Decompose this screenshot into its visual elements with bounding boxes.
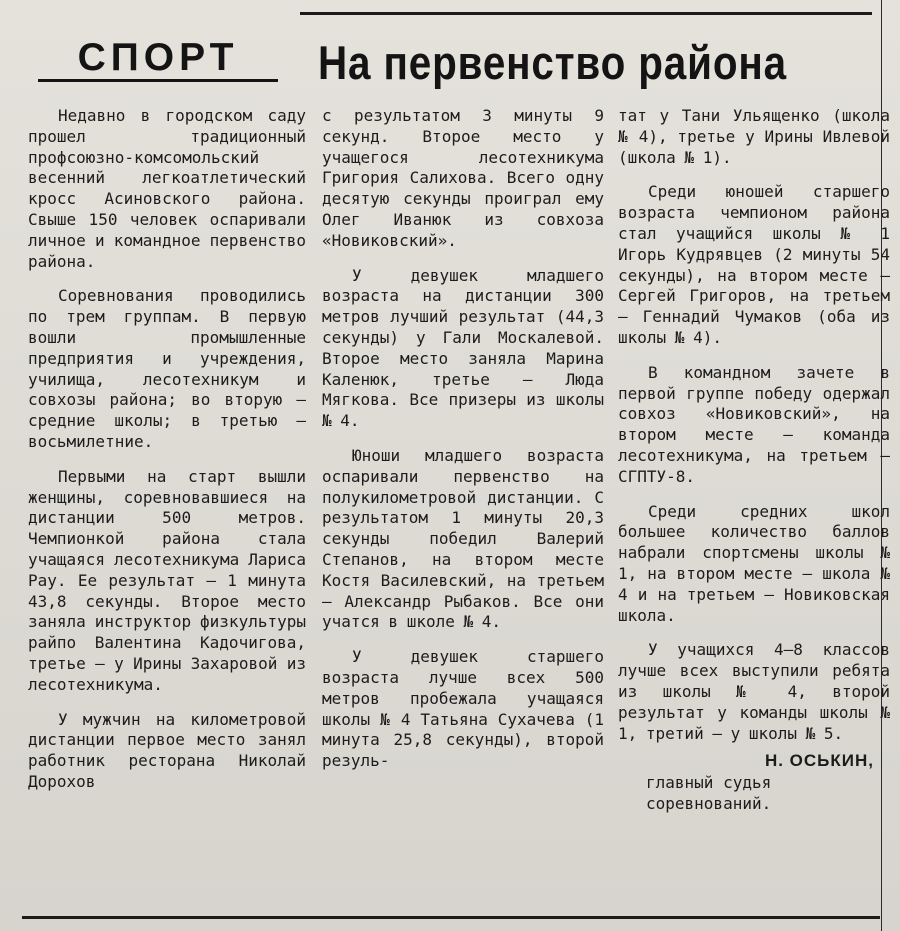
- author-name: Н. ОСЬКИН,: [764, 751, 874, 771]
- paragraph: тат у Тани Ульященко (школа № 4), третье у Ирины Ивлевой (школа № 1).: [618, 106, 890, 167]
- paragraph: У учащихся 4—8 классов лучше всех выступили ребята из школы № 4, второй результат у команды школы № 1, третий — у школы № 5.: [618, 640, 890, 743]
- author-role: главный судья соревнований.: [646, 773, 772, 814]
- section-label: [38, 30, 278, 86]
- article-column-3: [618, 106, 890, 814]
- paragraph: Среди средних школ большее количество баллов набрали спортсмены школы № 1, на втором месте — школа № 4 и на третьем — Новиковская школа.: [618, 501, 890, 625]
- section-label-underline: [38, 79, 278, 82]
- section-label-text: СПОРТ: [77, 36, 239, 79]
- paragraph: с результатом 3 минуты 9 секунд. Второе место у учащегося лесотехникума Григория Салихова. Всего одну десятую секунды проиграл ему Олег Иванюк из совхоза «Новиковский».: [322, 106, 604, 250]
- top-rule: [300, 12, 872, 15]
- article-column-2: [322, 106, 604, 786]
- paragraph: У девушек старшего возраста лучше всех 500 метров пробежала учащаяся школы № 4 Татьяна Сухачева (1 минута 25,8 секунды), второй резуль-: [322, 647, 604, 771]
- paragraph: Юноши младшего возраста оспаривали первенство на полукилометровой дистанции. С результатом 1 минуты 20,3 секунды победил Валерий Степанов, на втором месте Костя Василевский, на третьем — Александр Рыбаков. Все они учатся в школе № 4.: [322, 445, 604, 632]
- signature-block: [618, 750, 890, 814]
- article-headline: На первенство района: [318, 36, 788, 89]
- article-column-1: [28, 106, 306, 807]
- bottom-rule: [22, 916, 880, 919]
- paragraph: Первыми на старт вышли женщины, соревновавшиеся на дистанции 500 метров. Чемпионкой района стала учащаяся лесотехникума Лариса Рау. Ее результат — 1 минута 43,8 секунды. Второе место заняла инструктор физкультуры райпо Валентина Кадочигова, третье — у Ирины Захаровой из лесотехникума.: [28, 466, 306, 694]
- paragraph: Среди юношей старшего возраста чемпионом района стал учащийся школы № 1 Игорь Кудрявцев (2 минуты 54 секунды), на втором месте — Сергей Григоров, на третьем — Геннадий Чумаков (оба из школы № 4).: [618, 182, 890, 347]
- paragraph: В командном зачете в первой группе победу одержал совхоз «Новиковский», на втором месте — команда лесотехникума, на третьем — СГПТУ-8.: [618, 362, 890, 486]
- paragraph: Соревнования проводились по трем группам. В первую вошли промышленные предприятия и учреждения, училища, лесотехникум и совхозы района; во вторую — средние школы; в третью — восьмилетние.: [28, 286, 306, 451]
- paragraph: Недавно в городском саду прошел традиционный профсоюзно-комсомольский весенний легкоатлетический кросс Асиновского района. Свыше 150 человек оспаривали личное и командное первенство района.: [28, 106, 306, 271]
- paragraph: У девушек младшего возраста на дистанции 300 метров лучший результат (44,3 секунды) у Гали Москалевой. Второе место заняла Марина Каленюк, третье — Люда Мягкова. Все призеры из школы № 4.: [322, 265, 604, 431]
- paragraph: У мужчин на километровой дистанции первое место занял работник ресторана Николай Дорохов: [28, 709, 306, 791]
